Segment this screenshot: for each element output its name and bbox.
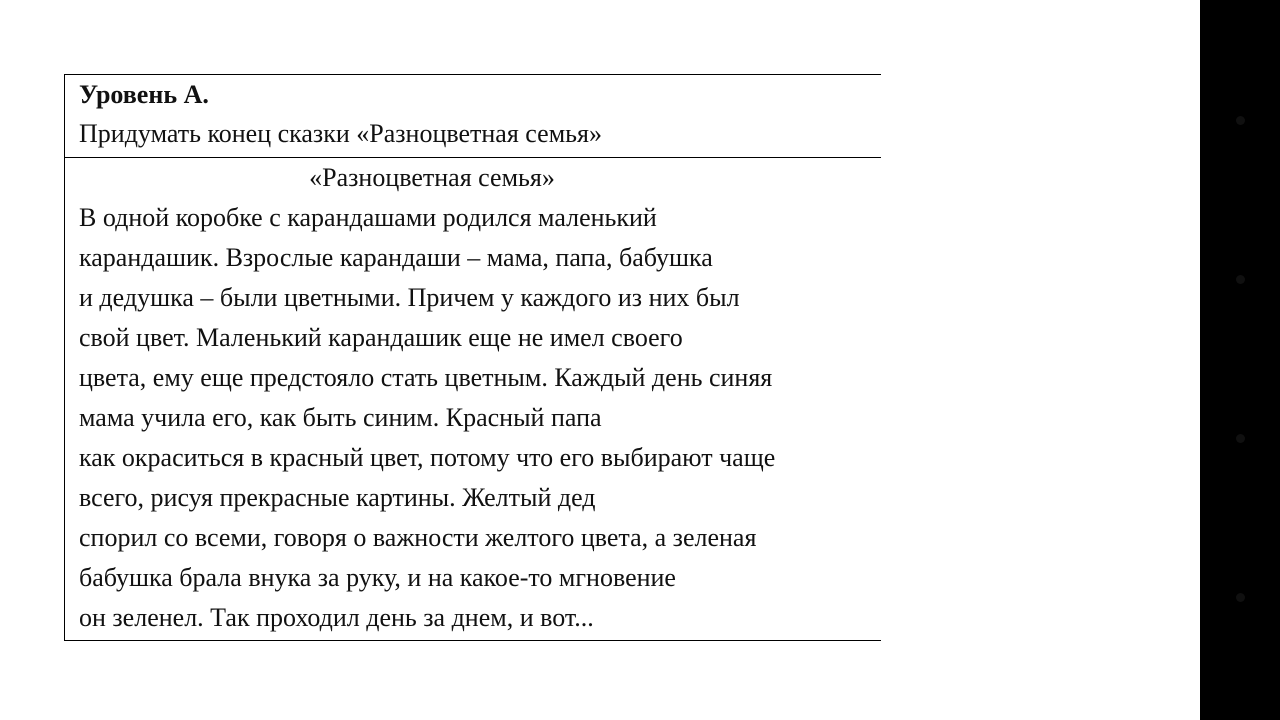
nav-dot[interactable] <box>1236 116 1245 125</box>
story-line: цвета, ему еще предстояло стать цветным. Каждый день синяя <box>79 363 773 392</box>
story-line: и дедушка – были цветными. Причем у каждого из них был <box>79 283 740 312</box>
story-line: он зеленел. Так проходил день за днем, и вот... <box>79 603 594 632</box>
nav-dot[interactable] <box>1236 593 1245 602</box>
story-cell <box>65 158 881 640</box>
task-header-cell <box>65 75 881 158</box>
task-table <box>64 74 881 641</box>
side-panel <box>1200 0 1280 720</box>
nav-dot[interactable] <box>1236 434 1245 443</box>
story-line: В одной коробке с карандашами родился маленький <box>79 203 657 232</box>
story-line: свой цвет. Маленький карандашик еще не имел своего <box>79 323 683 352</box>
story-title: «Разноцветная семья» <box>309 163 555 192</box>
task-text: Придумать конец сказки «Разноцветная семья» <box>79 119 602 148</box>
story-line: спорил со всеми, говоря о важности желтого цвета, а зеленая <box>79 523 757 552</box>
story-line: как окраситься в красный цвет, потому что его выбирают чаще <box>79 443 776 472</box>
story-line: карандашик. Взрослые карандаши – мама, папа, бабушка <box>79 243 713 272</box>
level-heading: Уровень А. <box>79 80 209 109</box>
nav-dot[interactable] <box>1236 275 1245 284</box>
story-line: мама учила его, как быть синим. Красный папа <box>79 403 602 432</box>
story-line: всего, рисуя прекрасные картины. Желтый дед <box>79 483 596 512</box>
story-line: бабушка брала внука за руку, и на какое-то мгновение <box>79 563 676 592</box>
